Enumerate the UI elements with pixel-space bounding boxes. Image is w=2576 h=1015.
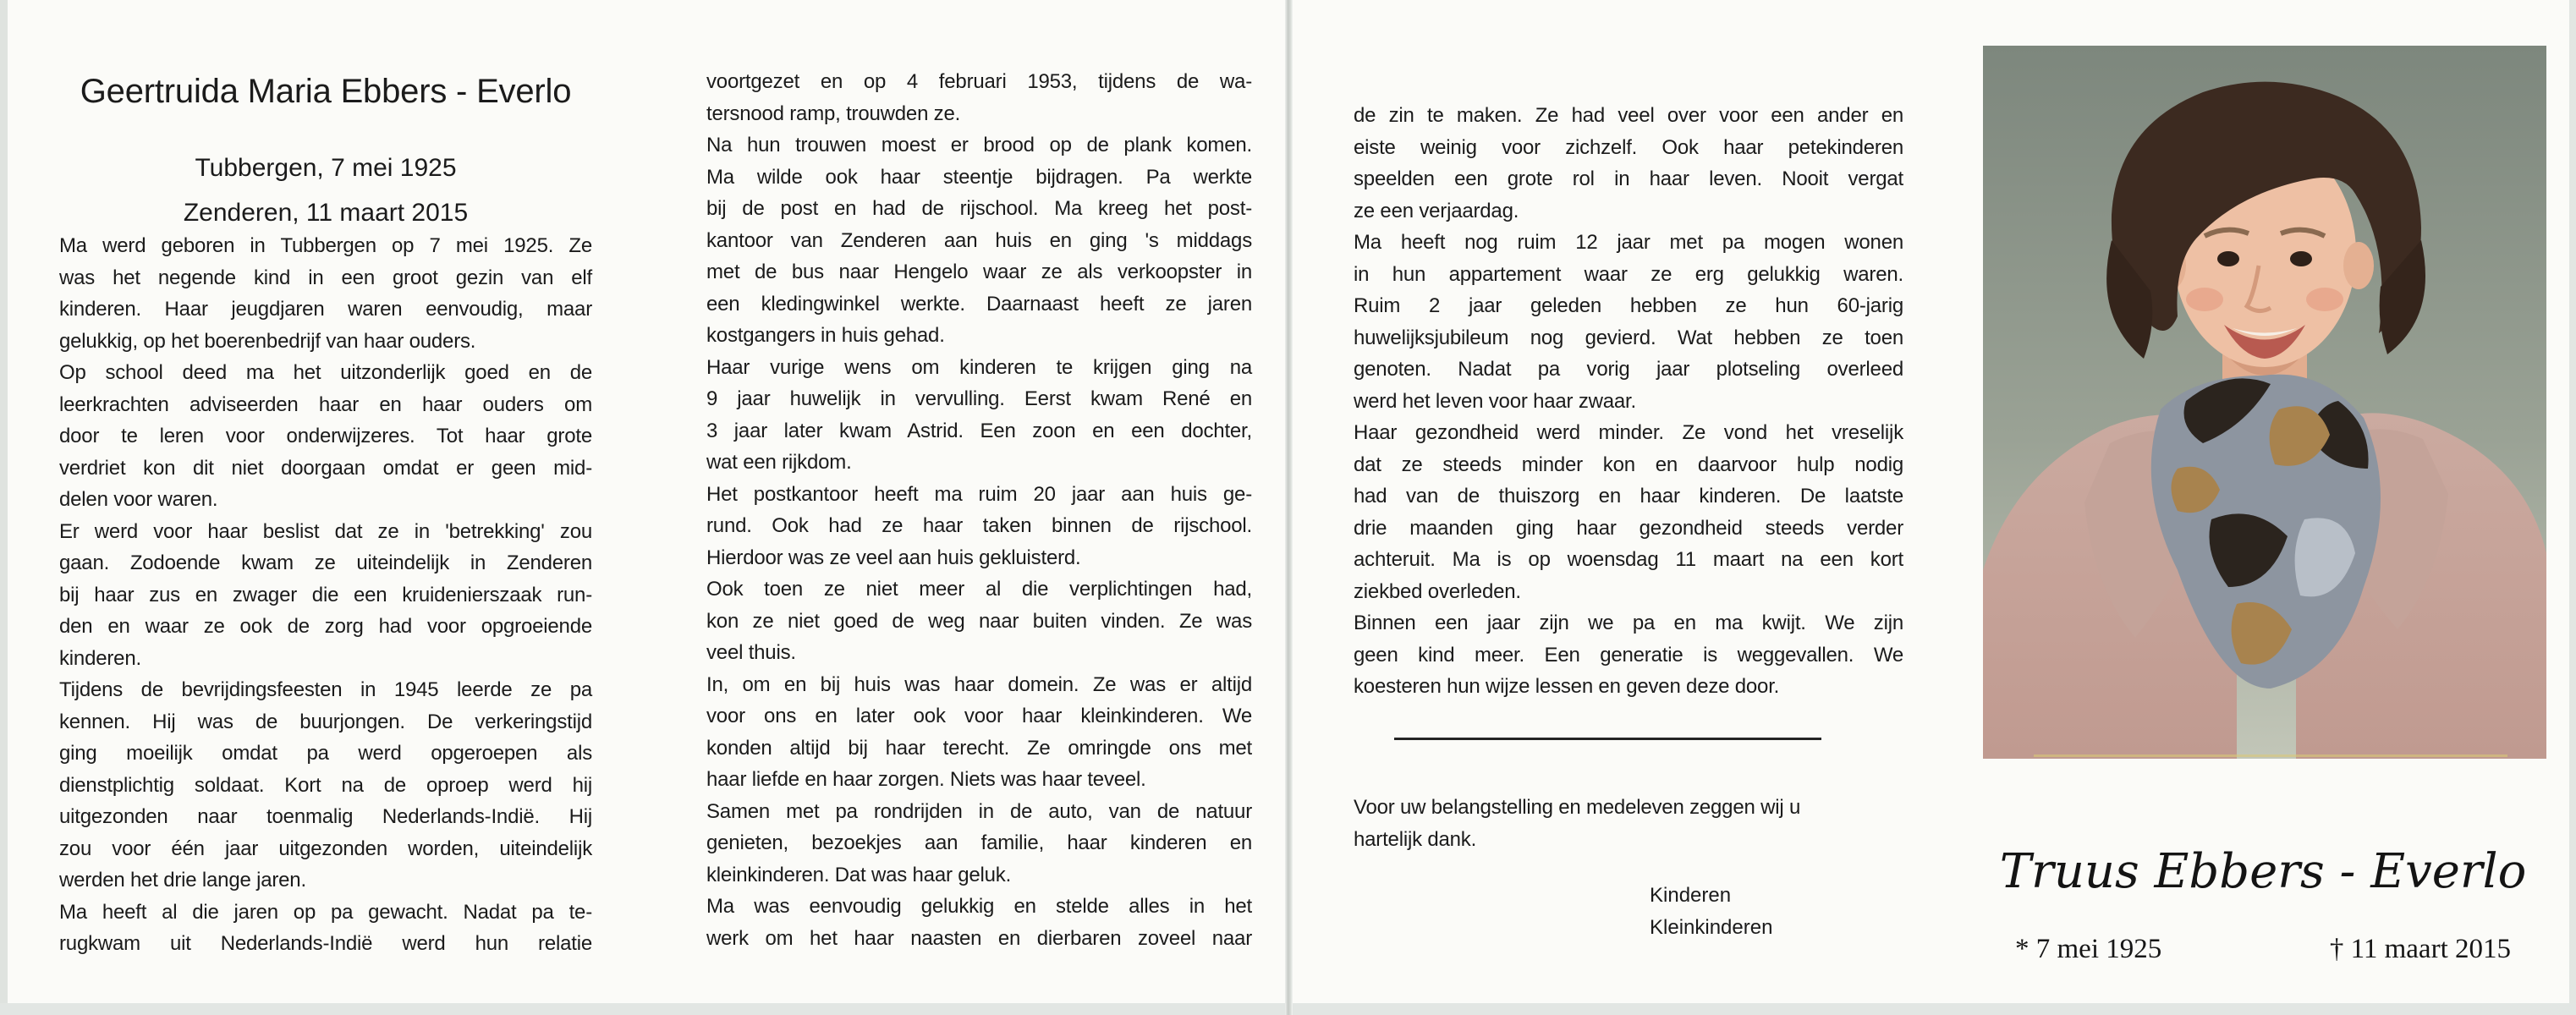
- divider-rule: [1394, 738, 1821, 740]
- text-line: een kledingwinkel werkte. Daarnaast heeft ze jaren: [706, 292, 1252, 315]
- text-line: zou voor één jaar uitgezonden worden, uiteindelijk: [59, 837, 592, 860]
- text-line: kinderen. Haar jeugdjaren waren eenvoudig, maar: [59, 298, 592, 321]
- obituary-column-2: [706, 66, 1252, 954]
- deceased-name-title: Geertruida Maria Ebbers - Everlo: [80, 73, 572, 110]
- text-line: geen kind meer. Een generatie is weggevallen. We: [1354, 643, 1903, 667]
- text-line: Ma wilde ook haar steentje bijdragen. Pa werkte: [706, 165, 1252, 189]
- text-line: rund. Ook had ze haar taken binnen de rijschool.: [706, 514, 1252, 537]
- text-line: tersnood ramp, trouwden ze.: [706, 102, 961, 125]
- text-line: Voor uw belangstelling en medeleven zeggen wij u: [1354, 796, 1801, 819]
- text-line: kon ze niet goed de weg naar buiten vinden. Ze was: [706, 609, 1252, 633]
- text-line: Ma werd geboren in Tubbergen op 7 mei 1925. Ze: [59, 234, 592, 257]
- obituary-column-3: [1354, 100, 1903, 703]
- text-line: gaan. Zodoende kwam ze uiteindelijk in Zenderen: [59, 551, 592, 574]
- text-line: Samen met pa rondrijden in de auto, van de natuur: [706, 799, 1252, 823]
- text-line: koesteren hun wijze lessen en geven deze door.: [1354, 675, 1780, 698]
- photo-bottom-artifact: [2034, 754, 2507, 757]
- text-line: hartelijk dank.: [1354, 827, 1477, 851]
- portrait-illustration: [1983, 46, 2546, 759]
- text-line: delen voor waren.: [59, 488, 218, 511]
- text-line: ze een verjaardag.: [1354, 199, 1519, 222]
- text-line: dat ze steeds minder kon en daarvoor hulp nodig: [1354, 453, 1903, 476]
- text-line: ziekbed overleden.: [1354, 579, 1521, 603]
- text-line: konden altijd bij haar terecht. Ze omringde ons met: [706, 736, 1252, 760]
- text-line: Na hun trouwen moest er brood op de plank komen.: [706, 134, 1252, 156]
- text-line: werd het leven voor haar zwaar.: [1354, 389, 1636, 413]
- text-line: werden het drie lange jaren.: [59, 869, 306, 892]
- text-line: Er werd voor haar beslist dat ze in 'betrekking' zou: [59, 519, 592, 543]
- text-line: voor ons en later ook voor haar kleinkinderen. We: [706, 705, 1252, 727]
- text-line: Ma heeft al die jaren op pa gewacht. Nadat pa te-: [59, 900, 592, 924]
- text-line: huwelijksjubileum nog gevierd. Wat hebben ze toen: [1354, 326, 1903, 349]
- text-line: met de bus naar Hengelo waar ze als verkoopster in: [706, 261, 1252, 283]
- text-line: eiste weinig voor zichzelf. Ook haar petekinderen: [1354, 135, 1903, 159]
- text-line: kantoor van Zenderen aan huis en ging 's middags: [706, 228, 1252, 252]
- text-line: veel thuis.: [706, 641, 796, 664]
- text-line: Ruim 2 jaar geleden hebben ze hun 60-jarig: [1354, 294, 1903, 317]
- text-line: Kleinkinderen: [1650, 915, 1773, 939]
- text-line: genoten. Nadat pa vorig jaar plotseling overleed: [1354, 358, 1903, 381]
- birth-place-line: Tubbergen, 7 mei 1925: [195, 154, 457, 182]
- acknowledgement-text: [1354, 792, 1903, 855]
- text-line: werk om het haar naasten en dierbaren zoveel naar: [706, 926, 1252, 950]
- birth-death-dates: [2015, 934, 2511, 965]
- text-line: Kinderen: [1650, 884, 1732, 907]
- text-line: speelden een grote rol in haar leven. Nooit vergat: [1354, 167, 1903, 190]
- text-line: den en waar ze ook de zorg had voor opgroeiende: [59, 615, 592, 638]
- eye-left: [2217, 251, 2239, 266]
- text-line: bij haar zus en zwager die een kruidenierszaak run-: [59, 583, 592, 606]
- text-line: kennen. Hij was de buurjongen. De verkeringstijd: [59, 710, 592, 733]
- text-line: haar liefde en haar zorgen. Niets was haar teveel.: [706, 768, 1146, 791]
- text-line: Haar vurige wens om kinderen te krijgen ging na: [706, 355, 1252, 379]
- text-line: in hun appartement waar ze erg gelukkig waren.: [1354, 262, 1903, 286]
- text-line: 9 jaar huwelijk in vervulling. Eerst kwam René en: [706, 387, 1252, 410]
- birth-death-places: [59, 145, 592, 235]
- obituary-column-1: [59, 230, 592, 960]
- signatories: [1650, 880, 1903, 943]
- text-line: Tijdens de bevrijdingsfeesten in 1945 leerde ze pa: [59, 678, 592, 701]
- text-line: dienstplichtig soldaat. Kort na de oproep werd hij: [59, 773, 592, 797]
- text-line: Op school deed ma het uitzonderlijk goed en de: [59, 361, 592, 384]
- text-line: Ook toen ze niet meer al die verplichtingen had,: [706, 578, 1252, 601]
- text-line: door te leren voor onderwijzeres. Tot haar grote: [59, 425, 592, 447]
- text-line: achteruit. Ma is op woensdag 11 maart na een kort: [1354, 548, 1903, 571]
- text-line: leerkrachten adviseerden haar en haar ouders om: [59, 392, 592, 416]
- portrait-photo: [1983, 46, 2546, 759]
- text-line: genieten, bezoekjes aan familie, haar kinderen en: [706, 831, 1252, 854]
- cheek-left: [2186, 288, 2223, 311]
- text-line: kleinkinderen. Dat was haar geluk.: [706, 863, 1012, 886]
- scan-left-edge: [0, 0, 8, 1015]
- text-line: Binnen een jaar zijn we pa en ma kwijt. We zijn: [1354, 612, 1903, 634]
- text-line: Ma was eenvoudig gelukkig en stelde alles in het: [706, 895, 1252, 918]
- text-line: Haar gezondheid werd minder. Ze vond het vreselijk: [1354, 421, 1903, 444]
- memorial-name: Truus Ebbers - Everlo: [1999, 844, 2527, 899]
- ear-right: [2343, 242, 2374, 289]
- page-fold-line: [1285, 0, 1293, 1015]
- text-line: rugkwam uit Nederlands-Indië werd hun relatie: [59, 932, 592, 955]
- text-line: voortgezet en op 4 februari 1953, tijdens de wa-: [706, 70, 1252, 93]
- text-line: wat een rijkdom.: [706, 451, 852, 474]
- text-line: de zin te maken. Ze had veel over voor een ander en: [1354, 104, 1903, 127]
- text-line: uitgezonden naar toenmalig Nederlands-Indië. Hij: [59, 805, 592, 828]
- text-line: 3 jaar later kwam Astrid. Een zoon en een dochter,: [706, 419, 1252, 442]
- text-line: was het negende kind in een groot gezin van elf: [59, 266, 592, 289]
- birth-date: * 7 mei 1925: [2015, 934, 2162, 964]
- text-line: Hierdoor was ze veel aan huis gekluisterd.: [706, 546, 1081, 569]
- text-line: kinderen.: [59, 646, 141, 670]
- text-line: ging moeilijk omdat pa werd opgeroepen als: [59, 742, 592, 765]
- scan-right-edge: [2569, 0, 2576, 1015]
- text-line: bij de post en had de rijschool. Ma kreeg het post-: [706, 197, 1252, 220]
- text-line: In, om en bij huis was haar domein. Ze was er altijd: [706, 672, 1252, 696]
- text-line: verdriet kon dit niet doorgaan omdat er geen mid-: [59, 456, 592, 480]
- cheek-right: [2306, 288, 2343, 311]
- death-place-line: Zenderen, 11 maart 2015: [183, 199, 469, 227]
- eye-right: [2290, 251, 2312, 266]
- text-line: gelukkig, op het boerenbedrijf van haar ouders.: [59, 329, 476, 353]
- text-line: kostgangers in huis gehad.: [706, 324, 945, 347]
- text-line: had van de thuiszorg en haar kinderen. De laatste: [1354, 485, 1903, 508]
- text-line: Het postkantoor heeft ma ruim 20 jaar aan huis ge-: [706, 482, 1252, 506]
- text-line: Ma heeft nog ruim 12 jaar met pa mogen wonen: [1354, 231, 1903, 254]
- death-date: † 11 maart 2015: [2329, 934, 2511, 964]
- text-line: drie maanden ging haar gezondheid steeds verder: [1354, 516, 1903, 540]
